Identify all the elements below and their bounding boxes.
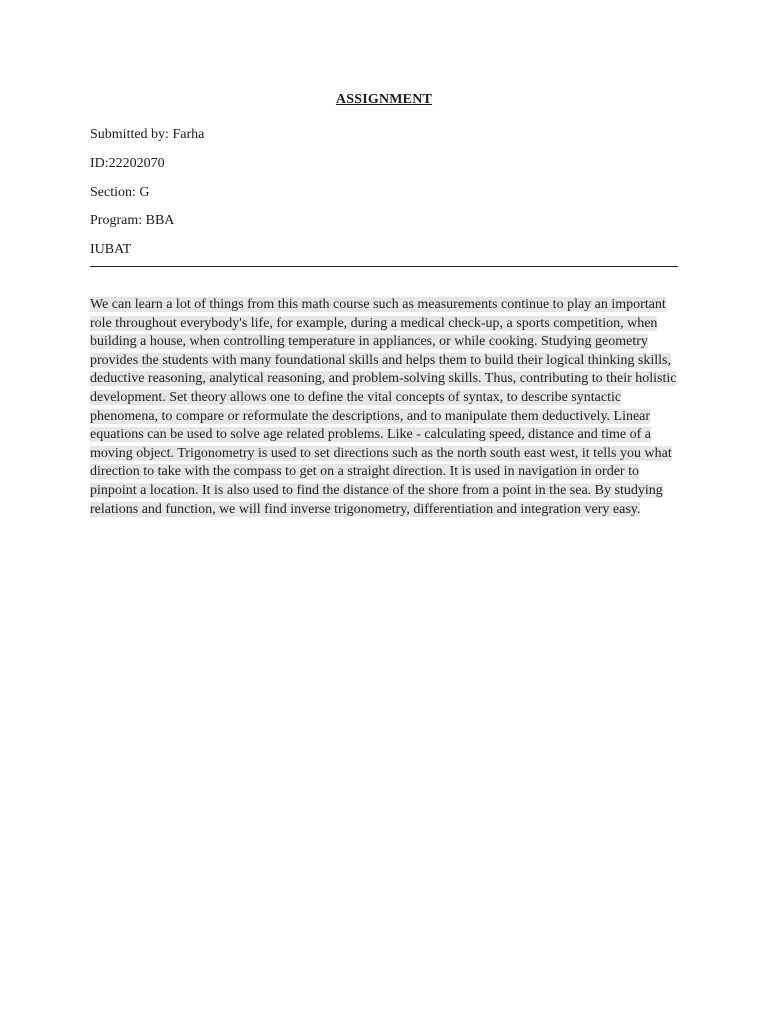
body-paragraph-text: We can learn a lot of things from this math course such as measurements continue to play an important role throughout everybody's life, for example, during a medical check-up, a sports competition, when building a house, when controlling temperature in appliances, or while cooking. Studying geometry provides the students with many foundational skills and helps them to build their logical thinking skills, deductive reasoning, analytical reasoning, and problem-solving skills. Thus, contributing to their holistic development. Set theory allows one to define the vital concepts of syntax, to describe syntactic phenomena, to compare or reformulate the descriptions, and to manipulate them deductively. Linear equations can be used to solve age related problems. Like - calculating speed, distance and time of a moving object. Trigonometry is used to set directions such as the north south east west, it tells you what direction to take with the compass to get on a straight direction. It is used in navigation in order to pinpoint a location. It is also used to find the distance of the shore from a point in the sea. By studying relations and function, we will find inverse trigonometry, differentiation and integration very easy. xyxy=(90,297,677,517)
document-title: ASSIGNMENT xyxy=(335,92,433,107)
submitted-by-line: Submitted by: Farha xyxy=(90,127,205,142)
submission-details xyxy=(90,121,204,265)
program-line: Program: BBA xyxy=(90,213,175,229)
student-id-line: ID:22202070 xyxy=(90,155,165,171)
section-line: Section: G xyxy=(90,184,150,200)
institution-line: IUBAT xyxy=(90,242,132,258)
horizontal-divider xyxy=(90,266,678,267)
body-paragraph xyxy=(90,296,680,519)
